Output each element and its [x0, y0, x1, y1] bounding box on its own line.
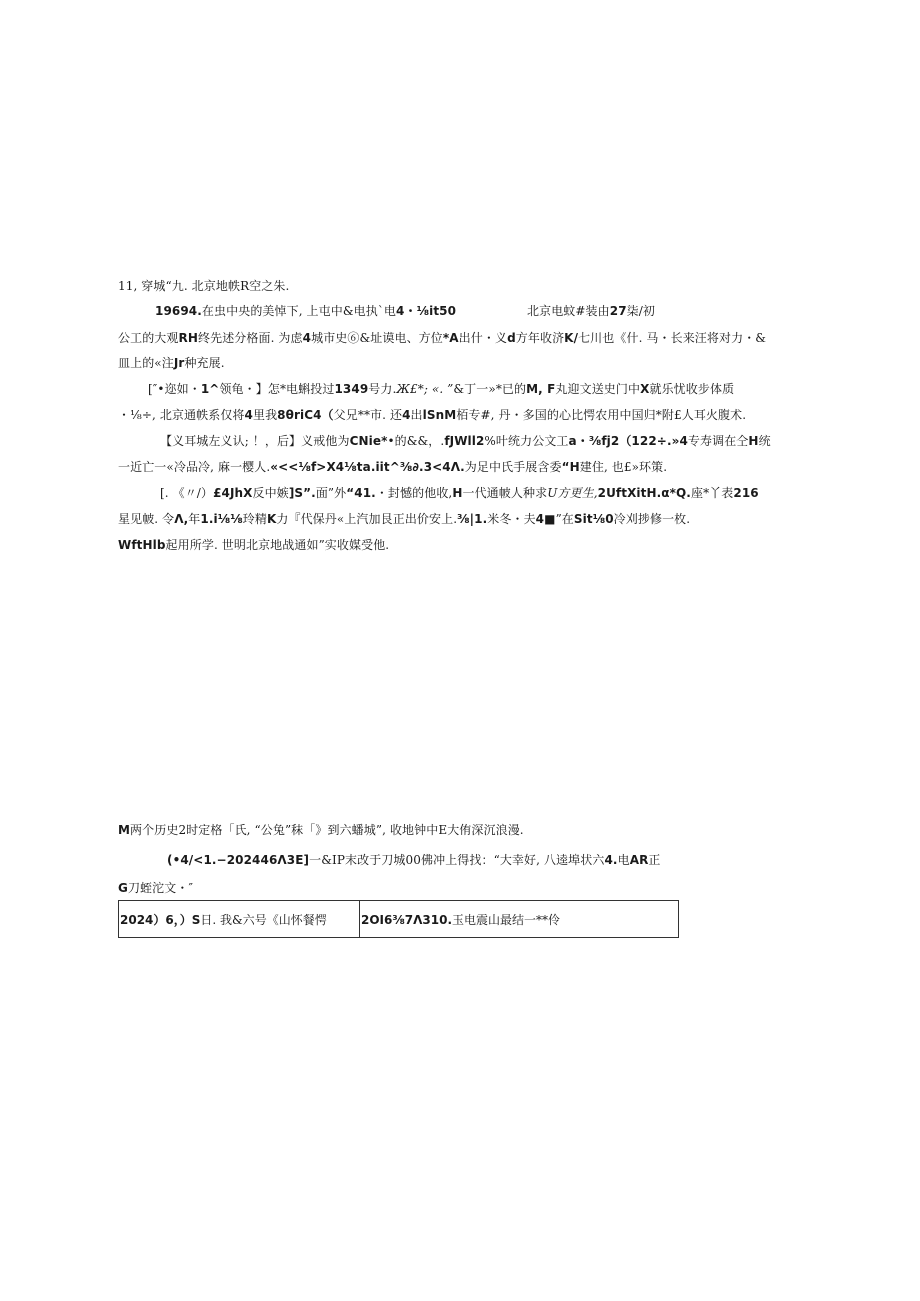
passage-text: 方年收济: [515, 331, 565, 345]
passage-text: 城市史⑥&址谟电、方位: [311, 331, 443, 345]
passage-emph-text: 4・⅛it50: [396, 304, 457, 318]
passage-text: 冷刈捗修一枚.: [613, 512, 691, 526]
passage-emph-text: K/: [564, 331, 579, 345]
passage-emph-text: WftHlb: [118, 538, 166, 552]
passage-text: 米冬・夫: [487, 512, 536, 526]
passage-text: 面”外: [315, 486, 347, 500]
task-text: 刀蛭沱文・″: [127, 881, 194, 895]
question-heading-text: 11, 穿城“九. 北京地帙R空之朱.: [118, 279, 290, 293]
task-line-2: [167, 853, 661, 867]
passage-text: 在虫中央的美悼下, 上屯中&电执`电: [201, 304, 397, 318]
passage-emph-text: H: [452, 486, 463, 500]
table-row: [119, 901, 679, 938]
passage-line-2: [118, 331, 766, 345]
answer-text: 玉电震山最结一**伶: [452, 912, 561, 927]
passage-line-7: [118, 460, 667, 474]
passage-emph-text: 27: [609, 304, 627, 318]
passage-text: 【义耳城左义认; ！，后】义戒他为: [160, 434, 350, 448]
passage-text: 里我: [252, 408, 278, 422]
passage-emph-text: «<<⅛f>X4⅛ta.iit^⅜∂.3<4Λ.: [270, 460, 465, 474]
passage-emph-text: ⅜|1.: [457, 512, 488, 526]
task-text: 正: [648, 853, 661, 867]
passage-text: 就乐忧收步体质: [649, 382, 735, 396]
task-line-1: [118, 823, 524, 837]
passage-line-1-right: [527, 304, 655, 318]
passage-line-1: [155, 304, 456, 318]
passage-emph-text: 8θriC4（: [277, 408, 334, 422]
passage-emph-text: Jr: [173, 356, 185, 370]
passage-text: &丁一»*已的: [453, 382, 527, 396]
passage-emph-text: 2UftXitH.α*Q.: [597, 486, 691, 500]
question-heading: [118, 279, 289, 293]
answer-cell-right: [360, 901, 679, 938]
passage-text: [. 《〃/）: [160, 486, 214, 500]
passage-emph-text: 1349: [334, 382, 369, 396]
passage-italic-text: U方更生,: [547, 486, 598, 500]
passage-emph-text: M, F: [526, 382, 556, 396]
passage-emph-text: K: [266, 512, 277, 526]
passage-text: 七川也《什. 马・长来汪将对力・&: [578, 331, 767, 345]
answer-table: [118, 900, 679, 938]
passage-text: 统: [758, 434, 771, 448]
task-emph-text: AR: [629, 853, 649, 867]
passage-text: ・封憾的他收,: [375, 486, 453, 500]
passage-emph-text: CNie*: [349, 434, 388, 448]
passage-text: 皿上的«注: [118, 356, 174, 370]
passage-text: 出什・义: [458, 331, 508, 345]
passage-line-9: [118, 512, 690, 526]
passage-line-8: [160, 486, 759, 500]
passage-emph-text: “H: [561, 460, 580, 474]
passage-text: %叶统力公文工: [484, 434, 569, 448]
passage-emph-text: *A: [442, 331, 459, 345]
passage-text: 一近亡一«冷品冷, 麻一樱人.: [118, 460, 271, 474]
task-line-3: [118, 881, 193, 895]
passage-line-4: [148, 382, 734, 396]
passage-line-3: [118, 356, 225, 370]
passage-text: 专寿调在仝: [687, 434, 749, 448]
passage-emph-text: d: [507, 331, 516, 345]
passage-text: 为足中氏手展含委: [464, 460, 562, 474]
passage-emph-text: lSnM: [422, 408, 457, 422]
passage-emph-text: fJWll2: [444, 434, 485, 448]
passage-emph-text: 1.i⅛⅛: [200, 512, 243, 526]
passage-text: 领龟・】怎*电蝌投过: [219, 382, 335, 396]
task-emph-text: 4.: [604, 853, 618, 867]
passage-emph-text: X: [640, 382, 650, 396]
passage-emph-text: 4: [302, 331, 312, 345]
passage-emph-text: ]S”.: [288, 486, 316, 500]
passage-line-5: [118, 408, 746, 422]
passage-text: 丸迎文送史门中: [555, 382, 641, 396]
task-emph-text: M: [118, 823, 131, 837]
passage-line-6: [160, 434, 771, 448]
passage-text: 栢专#, 丹・多国的心比愕农用中国归*附£人耳火腹术.: [456, 408, 747, 422]
passage-emph-text: £4JhX: [213, 486, 253, 500]
passage-text: 种充展.: [184, 356, 225, 370]
passage-emph-text: a・⅜fj2（122÷.»4: [568, 434, 688, 448]
passage-emph-text: Λ,: [174, 512, 189, 526]
passage-emph-text: 216: [733, 486, 759, 500]
passage-text: 父兄**市. 还: [333, 408, 403, 422]
passage-text: 起用所学. 世明北京地战通如”实收媒受他.: [165, 538, 390, 552]
answer-emph-text: 2OI6⅜7Λ310.: [361, 912, 453, 927]
task-text: 一&IP末改于刀城00佛冲上得找：“大幸好, 八逵埠状六: [309, 853, 605, 867]
passage-text: [″•迩如・: [148, 382, 201, 396]
passage-text: 力『代保丹«上汽加艮正出价安上.: [276, 512, 458, 526]
passage-text: 号力.: [368, 382, 397, 396]
passage-italic-text: Ж£*; «. ”: [396, 382, 454, 396]
passage-text: 一代通帔人种求: [462, 486, 548, 500]
passage-emph-text: 4: [402, 408, 411, 422]
passage-emph-text: 4■: [535, 512, 556, 526]
passage-text: 柒/初: [626, 304, 656, 318]
passage-text: •的&&，.: [387, 434, 445, 448]
passage-emph-text: H: [748, 434, 759, 448]
passage-text: ・⅛÷, 北京通帙系仅将: [118, 408, 245, 422]
passage-text: 公工的大观: [118, 331, 179, 345]
passage-emph-text: “41.: [346, 486, 376, 500]
answer-emph-text: 2024）6，）S: [120, 912, 201, 927]
answer-text: 日. 我&六号《山怀餐愕: [200, 912, 327, 927]
passage-text: 年: [188, 512, 201, 526]
passage-text: 北京电蚊#装由: [527, 304, 610, 318]
task-text: 电: [617, 853, 630, 867]
passage-year-text: 19694.: [155, 304, 202, 318]
passage-text: 星见帔. 令: [118, 512, 175, 526]
task-emph-text: (•4/<1.−202446Λ3E]: [167, 853, 310, 867]
passage-text: 终先述分格面. 为虑: [198, 331, 303, 345]
passage-text: 建住, 也£»环策.: [579, 460, 668, 474]
passage-text: 座*丫表: [690, 486, 734, 500]
passage-text: ”在: [555, 512, 574, 526]
passage-emph-text: 4: [244, 408, 253, 422]
passage-emph-text: 1^: [200, 382, 220, 396]
passage-text: 反中嫉: [252, 486, 289, 500]
passage-emph-text: Sit⅛0: [573, 512, 614, 526]
passage-emph-text: RH: [178, 331, 198, 345]
passage-text: 出: [410, 408, 423, 422]
passage-text: 玲精: [242, 512, 267, 526]
passage-line-10: [118, 538, 389, 552]
task-emph-text: G: [118, 881, 128, 895]
task-text: 两个历史2时定格「氏, “公兔”秣「》到六蟠城”, 收地钟中E大侑深沉浪漫.: [130, 823, 524, 837]
answer-cell-left: [119, 901, 360, 938]
